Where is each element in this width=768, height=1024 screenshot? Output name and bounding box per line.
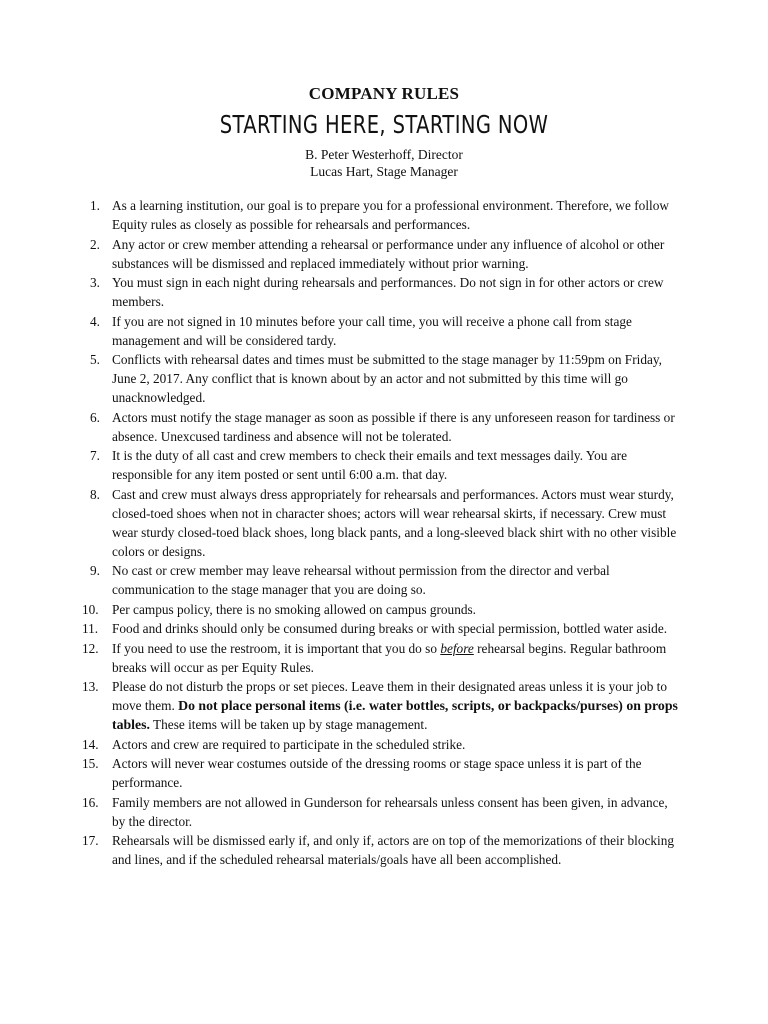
rule-text: No cast or crew member may leave rehearsal without permission from the director and verbal communication to the stage manager that you are doing so.	[112, 563, 610, 597]
list-item	[82, 793, 678, 831]
rule-number: 16.	[82, 794, 99, 810]
rule-text: Cast and crew must always dress appropriately for rehearsals and performances. Actors must wear sturdy, closed-toed shoes when not in character shoes; actors will wear rehearsal skirts, if necessary. Crew must wear sturdy closed-toed black shoes, long black pants, and a long-sleeved black shirt with no other visible colors or designs.	[112, 486, 677, 559]
rule-number: 7.	[90, 448, 100, 463]
rule-number: 1.	[90, 198, 100, 213]
rule-text-before: If you need to use the restroom, it is important that you do so	[112, 640, 441, 656]
rule-number: 14.	[82, 736, 99, 752]
rule-text: Actors will never wear costumes outside of the dressing rooms or stage space unless it is part of the performance.	[112, 756, 642, 790]
list-item	[82, 196, 678, 234]
list-item	[82, 235, 678, 273]
list-item	[82, 273, 678, 311]
rule-text: It is the duty of all cast and crew members to check their emails and text messages daily. You are responsible for any item posted or sent until 6:00 a.m. that day.	[112, 448, 627, 482]
rule-number: 9.	[90, 563, 100, 578]
list-item	[82, 350, 678, 407]
rule-text: Actors and crew are required to participate in the scheduled strike.	[112, 736, 466, 752]
stage-manager-credit: Lucas Hart, Stage Manager	[310, 164, 458, 179]
list-item	[82, 831, 678, 869]
rule-number: 8.	[90, 486, 100, 502]
rules-list	[82, 196, 678, 870]
rule-text-after: rehearsal begins. Regular bathroom breaks will occur as per Equity Rules.	[112, 640, 667, 675]
rule-text-before: Please do not disturb the props or set pieces. Leave them in their designated areas unless it is your job to move them.	[112, 679, 668, 713]
rule-number: 17.	[82, 833, 99, 848]
list-item	[82, 485, 678, 561]
rule-text: Rehearsals will be dismissed early if, and only if, actors are on top of the memorizations of their blocking and lines, and if the scheduled rehearsal materials/goals have all been accomplished.	[112, 833, 675, 867]
rule-number: 15.	[82, 756, 99, 771]
director-credit: B. Peter Westerhoff, Director	[305, 147, 463, 162]
rule-number: 12.	[82, 640, 99, 656]
rule-number: 11.	[82, 621, 99, 636]
list-item	[82, 619, 678, 638]
show-title: STARTING HERE, STARTING NOW	[219, 110, 549, 139]
rule-text: Per campus policy, there is no smoking allowed on campus grounds.	[112, 601, 477, 617]
rule-number: 5.	[90, 352, 100, 367]
rule-text: As a learning institution, our goal is to prepare you for a professional environment. Therefore, we follow Equity rules as closely as possible for rehearsals and performances.	[112, 198, 669, 232]
list-item	[82, 677, 678, 734]
rule-text: Food and drinks should only be consumed during breaks or with special permission, bottled water aside.	[112, 621, 668, 636]
page-title: COMPANY RULES	[308, 84, 460, 103]
rule-text: Any actor or crew member attending a rehearsal or performance under any influence of alcohol or other substances will be dismissed and replaced immediately without prior warning.	[112, 236, 665, 271]
list-item	[82, 408, 678, 446]
rule-text: Actors must notify the stage manager as soon as possible if there is any unforeseen reason for tardiness or absence. Unexcused tardiness and absence will not be tolerated.	[112, 409, 675, 444]
rule-emphasis: before	[440, 640, 474, 656]
list-item	[82, 561, 678, 599]
rule-number: 10.	[82, 601, 99, 617]
list-item	[82, 600, 678, 619]
rule-number: 4.	[90, 313, 100, 329]
rule-bold-text: Do not place personal items (i.e. water bottles, scripts, or backpacks/purses) on props tables.	[112, 698, 678, 732]
rule-number: 13.	[82, 679, 99, 694]
document-header	[0, 84, 768, 180]
list-item	[82, 639, 678, 677]
rule-text: If you are not signed in 10 minutes before your call time, you will receive a phone call from stage management and will be considered tardy.	[112, 313, 632, 348]
rule-text-after: These items will be taken up by stage management.	[149, 717, 428, 732]
rule-text: Family members are not allowed in Gunderson for rehearsals unless consent has been given, in advance, by the director.	[112, 794, 668, 829]
rule-text: Conflicts with rehearsal dates and times must be submitted to the stage manager by 11:59pm on Friday, June 2, 2017. Any conflict that is known about by an actor and not submitted by this time will go unacknowledged.	[112, 352, 662, 405]
rule-number: 3.	[90, 275, 100, 290]
rule-text: You must sign in each night during rehearsals and performances. Do not sign in for other actors or crew members.	[112, 275, 664, 309]
list-item	[82, 754, 678, 792]
list-item	[82, 735, 678, 754]
list-item	[82, 312, 678, 350]
rule-number: 6.	[90, 409, 100, 425]
rule-number: 2.	[90, 236, 100, 252]
list-item	[82, 446, 678, 484]
